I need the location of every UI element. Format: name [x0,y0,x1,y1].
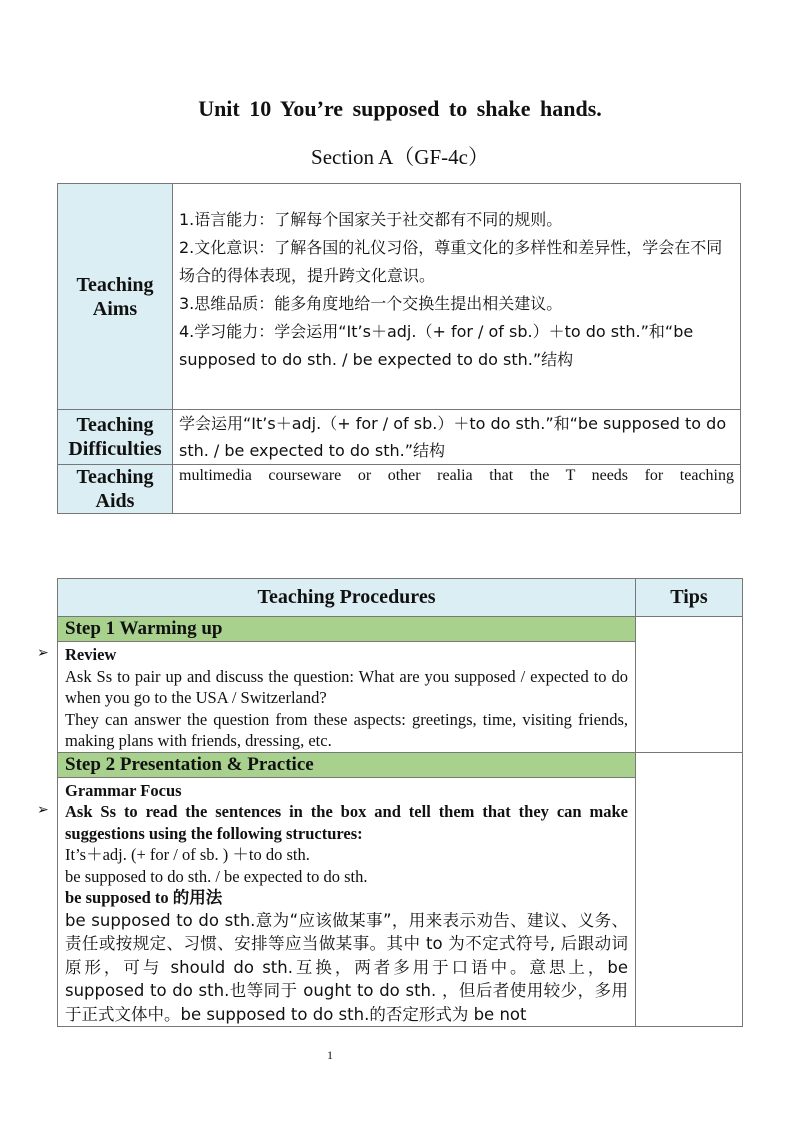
step2-subhead: Grammar Focus [65,780,182,800]
aids-label [58,465,173,514]
aids-label-line2: Aids [95,490,135,512]
aim-item: 2.文化意识：了解各国的礼仪习俗，尊重文化的多样性和差异性，学会在不同场合的得体表现，提升跨文化意识。 [179,238,723,285]
aims-content [173,184,741,410]
document-subtitle: Section A（GF-4c） [311,145,489,169]
bullet-arrow-icon: ➢ [37,646,49,661]
aims-label-line1: Teaching [76,273,154,296]
step1-subhead: Review [65,645,117,664]
aims-label [58,184,173,410]
bullet-arrow-icon: ➢ [37,803,49,818]
document-title: Unit 10 You’re supposed to shake hands. [198,96,602,121]
procedures-table [57,578,743,1027]
difficulties-label-line1: Teaching [76,414,154,436]
step1-body [58,642,636,753]
page-number: 1 [327,1048,333,1062]
aids-content: multimedia courseware or other realia that the T needs for teaching [173,465,741,514]
difficulties-label-line2: Difficulties [68,438,162,460]
aim-item: 1.语言能力：了解每个国家关于社交都有不同的规则。 [179,210,563,229]
aim-item: 3.思维品质：能多角度地给一个交换生提出相关建议。 [179,294,563,313]
difficulties-label [58,410,173,465]
teaching-info-table [57,183,741,514]
procedures-header: Teaching Procedures [58,579,636,617]
step2-title: Step 2 Presentation & Practice [58,752,636,777]
aim-item: 4.学习能力：学会运用“It’s＋adj.（+ for / of sb.）＋to do sth.”和“be supposed to do sth. / be expected to do sth.”结构 [179,322,694,369]
step2-instruction: Ask Ss to read the sentences in the box and tell them that they can make suggestions using the following structures: [65,802,628,843]
tips-header: Tips [636,579,743,617]
step2-body [58,777,636,1027]
step2-tips [636,752,743,1027]
step1-line: They can answer the question from these aspects: greetings, time, visiting friends, making plans with friends, dressing, etc. [65,709,628,750]
aids-label-line1: Teaching [76,466,154,488]
step1-line: Ask Ss to pair up and discuss the question: What are you supposed / expected to do when you go to the USA / Switzerland? [65,666,628,707]
step1-title: Step 1 Warming up [58,617,636,642]
usage-heading: be supposed to 的用法 [65,888,223,907]
structure-line: It’s＋adj. (+ for / of sb. ) ＋to do sth. [65,845,310,864]
structure-line: be supposed to do sth. / be expected to do sth. [65,866,368,886]
aims-label-line2: Aims [92,297,138,320]
step1-tips [636,617,743,753]
difficulties-content: 学会运用“It’s＋adj.（+ for / of sb.）＋to do sth.”和“be supposed to do sth. / be expected to do sth.”结构 [173,410,741,465]
usage-paragraph: be supposed to do sth.意为“应该做某事”，用来表示劝告、建议、义务、责任或按规定、习惯、安排等应当做某事。其中 to 为不定式符号, 后跟动词原形，可与 should do sth.互换，两者多用于口语中。意思上，be supposed to do sth.也等同于 ought to do sth. ，但后者使用较少，多用于正式文体中。be supposed to do sth.的否定形式为 be not [65,910,628,1024]
